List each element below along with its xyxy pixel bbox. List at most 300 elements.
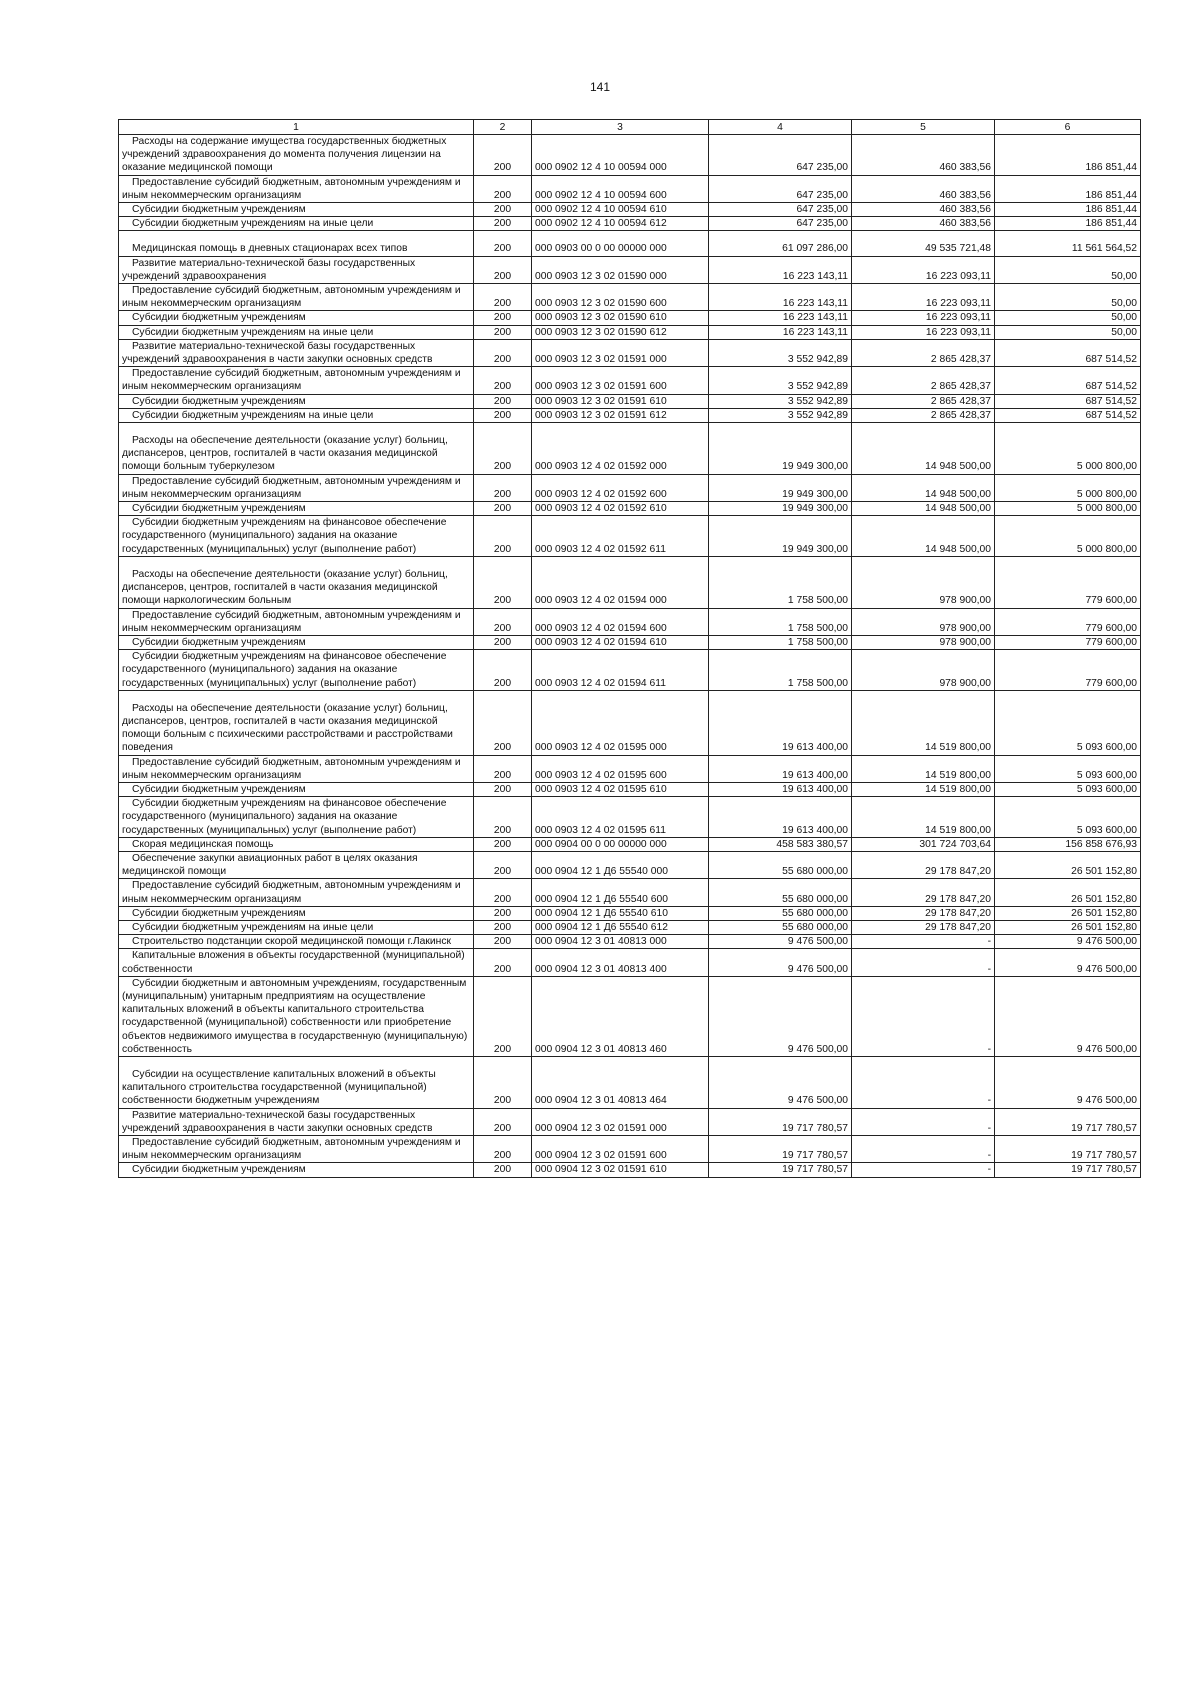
row-name-cell	[119, 650, 474, 691]
row-amount-col6-cell: 687 514,52	[995, 394, 1141, 408]
row-amount-col4-cell: 19 949 300,00	[709, 474, 852, 501]
row-name-text: Предоставление субсидий бюджетным, автономным учреждениям и иным некоммерческим организациям	[122, 880, 461, 905]
row-amount-col5-cell: -	[852, 1136, 995, 1163]
row-budget-code-cell: 000 0902 12 4 10 00594 600	[532, 175, 709, 202]
row-amount-col6-cell: 9 476 500,00	[995, 976, 1141, 1056]
row-name-cell	[119, 690, 474, 755]
row-amount-col4-cell: 55 680 000,00	[709, 851, 852, 878]
row-budget-code-cell: 000 0903 12 3 02 01591 600	[532, 367, 709, 394]
row-name-text: Предоставление субсидий бюджетным, автономным учреждениям и иным некоммерческим организациям	[122, 1137, 461, 1162]
row-name-cell	[119, 851, 474, 878]
row-amount-col4-cell: 1 758 500,00	[709, 556, 852, 608]
row-budget-code-cell: 000 0902 12 4 10 00594 000	[532, 135, 709, 176]
row-amount-col5-cell: 14 948 500,00	[852, 474, 995, 501]
row-amount-col4-cell: 3 552 942,89	[709, 394, 852, 408]
row-budget-code-cell: 000 0903 12 3 02 01590 600	[532, 284, 709, 311]
row-budget-code-cell: 000 0904 12 1 Д6 55540 612	[532, 920, 709, 934]
row-amount-col5-cell: 14 948 500,00	[852, 516, 995, 557]
row-name-cell	[119, 217, 474, 231]
row-name-text: Субсидии бюджетным учреждениям на иные цели	[132, 218, 374, 230]
row-admin-code-cell: 200	[474, 423, 532, 475]
row-budget-code-cell: 000 0904 12 3 02 01591 000	[532, 1108, 709, 1135]
row-amount-col4-cell: 9 476 500,00	[709, 949, 852, 976]
row-budget-code-cell: 000 0904 12 1 Д6 55540 000	[532, 851, 709, 878]
row-name-cell	[119, 203, 474, 217]
row-amount-col4-cell: 647 235,00	[709, 135, 852, 176]
row-name-text: Скорая медицинская помощь	[132, 838, 274, 850]
row-admin-code-cell: 200	[474, 284, 532, 311]
table-row	[119, 906, 1141, 920]
table-row	[119, 367, 1141, 394]
row-name-text: Развитие материально-технической базы государственных учреждений здравоохранения	[122, 257, 416, 282]
row-name-cell	[119, 474, 474, 501]
table-row	[119, 135, 1141, 176]
column-header-6: 6	[995, 120, 1141, 135]
table-row	[119, 311, 1141, 325]
row-amount-col6-cell: 5 000 800,00	[995, 516, 1141, 557]
row-amount-col4-cell: 19 613 400,00	[709, 782, 852, 796]
table-row	[119, 650, 1141, 691]
row-amount-col4-cell: 19 949 300,00	[709, 516, 852, 557]
row-amount-col5-cell: 460 383,56	[852, 217, 995, 231]
row-admin-code-cell: 200	[474, 408, 532, 422]
row-admin-code-cell: 200	[474, 851, 532, 878]
row-amount-col6-cell: 9 476 500,00	[995, 1057, 1141, 1109]
row-budget-code-cell: 000 0904 12 3 02 01591 600	[532, 1136, 709, 1163]
table-row	[119, 879, 1141, 906]
row-amount-col6-cell: 26 501 152,80	[995, 906, 1141, 920]
row-amount-col4-cell: 3 552 942,89	[709, 408, 852, 422]
row-name-cell	[119, 516, 474, 557]
table-row	[119, 690, 1141, 755]
table-row	[119, 474, 1141, 501]
row-name-cell	[119, 906, 474, 920]
row-name-text: Субсидии бюджетным учреждениям	[132, 783, 306, 795]
row-budget-code-cell: 000 0903 12 4 02 01595 000	[532, 690, 709, 755]
column-header-1: 1	[119, 120, 474, 135]
row-name-cell	[119, 423, 474, 475]
row-name-text: Субсидии бюджетным учреждениям на финансовое обеспечение государственного (муниципального) задания на оказание государственных (муниципальных) услуг (выполнение работ)	[122, 651, 447, 689]
row-amount-col5-cell: 14 948 500,00	[852, 502, 995, 516]
page-number: 141	[589, 80, 611, 94]
row-name-cell	[119, 256, 474, 283]
table-row	[119, 976, 1141, 1056]
row-name-cell	[119, 935, 474, 949]
row-name-cell	[119, 556, 474, 608]
row-admin-code-cell: 200	[474, 1057, 532, 1109]
row-amount-col6-cell: 186 851,44	[995, 217, 1141, 231]
row-amount-col6-cell: 186 851,44	[995, 203, 1141, 217]
row-budget-code-cell: 000 0902 12 4 10 00594 612	[532, 217, 709, 231]
table-row	[119, 502, 1141, 516]
row-amount-col4-cell: 647 235,00	[709, 175, 852, 202]
table-row	[119, 423, 1141, 475]
row-amount-col6-cell: 5 000 800,00	[995, 502, 1141, 516]
row-admin-code-cell: 200	[474, 325, 532, 339]
row-amount-col5-cell: -	[852, 949, 995, 976]
row-budget-code-cell: 000 0903 00 0 00 00000 000	[532, 231, 709, 256]
row-budget-code-cell: 000 0904 12 3 01 40813 400	[532, 949, 709, 976]
row-name-cell	[119, 311, 474, 325]
row-budget-code-cell: 000 0903 12 4 02 01594 611	[532, 650, 709, 691]
table-row	[119, 516, 1141, 557]
row-amount-col5-cell: -	[852, 1108, 995, 1135]
row-amount-col6-cell: 156 858 676,93	[995, 837, 1141, 851]
row-amount-col5-cell: 16 223 093,11	[852, 256, 995, 283]
row-name-text: Развитие материально-технической базы государственных учреждений здравоохранения в части закупки основных средств	[122, 1109, 433, 1134]
row-name-text: Расходы на обеспечение деятельности (оказание услуг) больниц, диспансеров, центров, госпиталей в части оказания медицинской помощи больным с психическими расстройствами и расстройствами поведения	[122, 702, 453, 754]
row-amount-col6-cell: 50,00	[995, 256, 1141, 283]
row-name-cell	[119, 408, 474, 422]
row-name-cell	[119, 231, 474, 256]
row-amount-col5-cell: -	[852, 1163, 995, 1177]
row-amount-col5-cell: 978 900,00	[852, 635, 995, 649]
row-amount-col6-cell: 779 600,00	[995, 650, 1141, 691]
table-row	[119, 1136, 1141, 1163]
row-amount-col4-cell: 9 476 500,00	[709, 976, 852, 1056]
row-name-cell	[119, 284, 474, 311]
row-admin-code-cell: 200	[474, 339, 532, 366]
row-budget-code-cell: 000 0903 12 3 02 01591 610	[532, 394, 709, 408]
row-amount-col5-cell: 29 178 847,20	[852, 920, 995, 934]
row-admin-code-cell: 200	[474, 782, 532, 796]
row-amount-col5-cell: 49 535 721,48	[852, 231, 995, 256]
row-amount-col5-cell: 978 900,00	[852, 650, 995, 691]
row-amount-col6-cell: 50,00	[995, 311, 1141, 325]
table-row	[119, 231, 1141, 256]
row-amount-col5-cell: 978 900,00	[852, 556, 995, 608]
row-amount-col5-cell: 29 178 847,20	[852, 879, 995, 906]
row-amount-col5-cell: 29 178 847,20	[852, 851, 995, 878]
row-name-text: Субсидии бюджетным учреждениям	[132, 503, 306, 515]
row-admin-code-cell: 200	[474, 516, 532, 557]
table-row	[119, 556, 1141, 608]
row-amount-col4-cell: 647 235,00	[709, 203, 852, 217]
row-admin-code-cell: 200	[474, 650, 532, 691]
table-row	[119, 284, 1141, 311]
row-amount-col6-cell: 186 851,44	[995, 175, 1141, 202]
row-amount-col6-cell: 779 600,00	[995, 635, 1141, 649]
row-name-cell	[119, 1108, 474, 1135]
budget-table	[118, 119, 1141, 1178]
row-admin-code-cell: 200	[474, 1108, 532, 1135]
row-name-text: Расходы на содержание имущества государственных бюджетных учреждений здравоохранения до момента получения лицензии на оказание медицинской помощи	[122, 136, 447, 174]
row-name-cell	[119, 1163, 474, 1177]
row-amount-col4-cell: 19 613 400,00	[709, 755, 852, 782]
row-name-text: Предоставление субсидий бюджетным, автономным учреждениям и иным некоммерческим организациям	[122, 475, 461, 500]
row-budget-code-cell: 000 0903 12 3 02 01590 000	[532, 256, 709, 283]
row-admin-code-cell: 200	[474, 755, 532, 782]
row-budget-code-cell: 000 0903 12 4 02 01592 600	[532, 474, 709, 501]
row-amount-col6-cell: 26 501 152,80	[995, 920, 1141, 934]
row-name-cell	[119, 879, 474, 906]
row-amount-col6-cell: 779 600,00	[995, 608, 1141, 635]
row-name-text: Субсидии бюджетным учреждениям	[132, 907, 306, 919]
row-budget-code-cell: 000 0903 12 4 02 01595 611	[532, 797, 709, 838]
row-budget-code-cell: 000 0903 12 4 02 01594 000	[532, 556, 709, 608]
row-name-text: Предоставление субсидий бюджетным, автономным учреждениям и иным некоммерческим организациям	[122, 368, 461, 393]
row-admin-code-cell: 200	[474, 635, 532, 649]
row-amount-col6-cell: 50,00	[995, 284, 1141, 311]
row-amount-col5-cell: 14 519 800,00	[852, 755, 995, 782]
row-name-cell	[119, 755, 474, 782]
row-amount-col4-cell: 19 613 400,00	[709, 797, 852, 838]
row-amount-col5-cell: -	[852, 976, 995, 1056]
row-amount-col5-cell: 16 223 093,11	[852, 284, 995, 311]
row-budget-code-cell: 000 0904 12 3 01 40813 000	[532, 935, 709, 949]
column-header-4: 4	[709, 120, 852, 135]
row-amount-col5-cell: 16 223 093,11	[852, 325, 995, 339]
row-budget-code-cell: 000 0902 12 4 10 00594 610	[532, 203, 709, 217]
row-amount-col6-cell: 687 514,52	[995, 408, 1141, 422]
table-row	[119, 1163, 1141, 1177]
row-admin-code-cell: 200	[474, 949, 532, 976]
row-amount-col5-cell: 2 865 428,37	[852, 408, 995, 422]
row-amount-col5-cell: 29 178 847,20	[852, 906, 995, 920]
row-budget-code-cell: 000 0904 12 1 Д6 55540 610	[532, 906, 709, 920]
row-name-cell	[119, 782, 474, 796]
row-name-text: Субсидии бюджетным учреждениям	[132, 204, 306, 216]
row-name-text: Строительство подстанции скорой медицинской помощи г.Лакинск	[132, 936, 452, 948]
row-name-cell	[119, 175, 474, 202]
row-budget-code-cell: 000 0904 12 3 01 40813 460	[532, 976, 709, 1056]
row-name-cell	[119, 976, 474, 1056]
row-name-text: Субсидии бюджетным и автономным учреждениям, государственным (муниципальным) унитарным предприятиям на осуществление капитальных вложений в объекты капитального строительства государственной (муниципальной) собственности или приобретение объектов недвижимого имущества в государственную (муниципальную) собственность	[122, 977, 468, 1055]
row-admin-code-cell: 200	[474, 231, 532, 256]
row-budget-code-cell: 000 0903 12 4 02 01594 610	[532, 635, 709, 649]
row-name-cell	[119, 949, 474, 976]
row-amount-col6-cell: 5 000 800,00	[995, 474, 1141, 501]
row-amount-col6-cell: 186 851,44	[995, 135, 1141, 176]
row-budget-code-cell: 000 0904 12 1 Д6 55540 600	[532, 879, 709, 906]
row-admin-code-cell: 200	[474, 175, 532, 202]
row-amount-col5-cell: -	[852, 1057, 995, 1109]
row-name-text: Субсидии бюджетным учреждениям	[132, 395, 306, 407]
row-amount-col6-cell: 9 476 500,00	[995, 935, 1141, 949]
row-name-cell	[119, 502, 474, 516]
row-admin-code-cell: 200	[474, 608, 532, 635]
row-admin-code-cell: 200	[474, 203, 532, 217]
row-admin-code-cell: 200	[474, 797, 532, 838]
table-row	[119, 608, 1141, 635]
row-name-text: Субсидии бюджетным учреждениям	[132, 636, 306, 648]
row-budget-code-cell: 000 0903 12 3 02 01590 610	[532, 311, 709, 325]
table-row	[119, 755, 1141, 782]
row-amount-col4-cell: 55 680 000,00	[709, 879, 852, 906]
row-amount-col5-cell: 2 865 428,37	[852, 367, 995, 394]
table-row	[119, 175, 1141, 202]
row-admin-code-cell: 200	[474, 474, 532, 501]
row-budget-code-cell: 000 0904 12 3 02 01591 610	[532, 1163, 709, 1177]
row-amount-col6-cell: 687 514,52	[995, 367, 1141, 394]
table-row	[119, 325, 1141, 339]
table-body	[119, 135, 1141, 1178]
row-admin-code-cell: 200	[474, 690, 532, 755]
row-amount-col5-cell: 460 383,56	[852, 175, 995, 202]
row-budget-code-cell: 000 0904 00 0 00 00000 000	[532, 837, 709, 851]
row-name-text: Субсидии бюджетным учреждениям	[132, 1164, 306, 1176]
row-amount-col4-cell: 1 758 500,00	[709, 635, 852, 649]
row-amount-col6-cell: 9 476 500,00	[995, 949, 1141, 976]
row-admin-code-cell: 200	[474, 935, 532, 949]
row-admin-code-cell: 200	[474, 879, 532, 906]
row-amount-col5-cell: 14 948 500,00	[852, 423, 995, 475]
row-admin-code-cell: 200	[474, 556, 532, 608]
row-name-cell	[119, 135, 474, 176]
row-budget-code-cell: 000 0903 12 4 02 01592 000	[532, 423, 709, 475]
row-amount-col6-cell: 5 093 600,00	[995, 782, 1141, 796]
row-admin-code-cell: 200	[474, 217, 532, 231]
row-amount-col4-cell: 16 223 143,11	[709, 311, 852, 325]
row-amount-col4-cell: 16 223 143,11	[709, 284, 852, 311]
row-name-text: Расходы на обеспечение деятельности (оказание услуг) больниц, диспансеров, центров, госпиталей в части оказания медицинской помощи наркологическим больным	[122, 568, 448, 607]
table-row	[119, 920, 1141, 934]
row-amount-col6-cell: 5 093 600,00	[995, 690, 1141, 755]
row-budget-code-cell: 000 0903 12 4 02 01594 600	[532, 608, 709, 635]
row-amount-col6-cell: 5 093 600,00	[995, 797, 1141, 838]
row-amount-col5-cell: -	[852, 935, 995, 949]
row-admin-code-cell: 200	[474, 906, 532, 920]
row-amount-col5-cell: 14 519 800,00	[852, 797, 995, 838]
row-amount-col4-cell: 19 717 780,57	[709, 1163, 852, 1177]
row-amount-col6-cell: 687 514,52	[995, 339, 1141, 366]
row-admin-code-cell: 200	[474, 920, 532, 934]
row-name-cell	[119, 1136, 474, 1163]
row-name-cell	[119, 1057, 474, 1109]
column-header-3: 3	[532, 120, 709, 135]
row-amount-col4-cell: 61 097 286,00	[709, 231, 852, 256]
row-amount-col4-cell: 1 758 500,00	[709, 608, 852, 635]
row-name-text: Предоставление субсидий бюджетным, автономным учреждениям и иным некоммерческим организациям	[122, 176, 461, 201]
row-budget-code-cell: 000 0903 12 4 02 01595 610	[532, 782, 709, 796]
row-name-text: Развитие материально-технической базы государственных учреждений здравоохранения в части закупки основных средств	[122, 340, 433, 366]
row-amount-col4-cell: 458 583 380,57	[709, 837, 852, 851]
column-header-5: 5	[852, 120, 995, 135]
table-row	[119, 217, 1141, 231]
row-amount-col4-cell: 55 680 000,00	[709, 920, 852, 934]
row-amount-col6-cell: 5 000 800,00	[995, 423, 1141, 475]
row-name-text: Предоставление субсидий бюджетным, автономным учреждениям и иным некоммерческим организациям	[122, 756, 461, 781]
row-name-text: Субсидии на осуществление капитальных вложений в объекты капитального строительства государственной (муниципальной) собственности бюджетным учреждениям	[122, 1069, 436, 1107]
row-amount-col4-cell: 19 717 780,57	[709, 1136, 852, 1163]
row-name-text: Субсидии бюджетным учреждениям на финансовое обеспечение государственного (муниципального) задания на оказание государственных (муниципальных) услуг (выполнение работ)	[122, 517, 447, 555]
row-amount-col4-cell: 9 476 500,00	[709, 1057, 852, 1109]
row-amount-col5-cell: 16 223 093,11	[852, 311, 995, 325]
table-row	[119, 1057, 1141, 1109]
row-amount-col4-cell: 19 949 300,00	[709, 423, 852, 475]
table-row	[119, 203, 1141, 217]
row-admin-code-cell: 200	[474, 502, 532, 516]
row-amount-col6-cell: 779 600,00	[995, 556, 1141, 608]
row-admin-code-cell: 200	[474, 256, 532, 283]
row-amount-col4-cell: 19 613 400,00	[709, 690, 852, 755]
row-amount-col4-cell: 19 949 300,00	[709, 502, 852, 516]
row-amount-col4-cell: 3 552 942,89	[709, 339, 852, 366]
row-amount-col6-cell: 19 717 780,57	[995, 1108, 1141, 1135]
row-name-cell	[119, 325, 474, 339]
row-name-cell	[119, 920, 474, 934]
row-name-cell	[119, 608, 474, 635]
table-row	[119, 635, 1141, 649]
row-name-text: Расходы на обеспечение деятельности (оказание услуг) больниц, диспансеров, центров, госпиталей в части оказания медицинской помощи больным туберкулезом	[122, 435, 448, 473]
row-amount-col4-cell: 55 680 000,00	[709, 906, 852, 920]
row-amount-col5-cell: 460 383,56	[852, 203, 995, 217]
row-amount-col4-cell: 647 235,00	[709, 217, 852, 231]
row-amount-col5-cell: 460 383,56	[852, 135, 995, 176]
row-name-text: Медицинская помощь в дневных стационарах всех типов	[132, 243, 408, 255]
row-name-text: Обеспечение закупки авиационных работ в целях оказания медицинской помощи	[122, 852, 418, 878]
table-row	[119, 339, 1141, 366]
row-name-text: Субсидии бюджетным учреждениям на иные цели	[132, 409, 374, 421]
table-row	[119, 935, 1141, 949]
row-amount-col6-cell: 11 561 564,52	[995, 231, 1141, 256]
row-name-text: Предоставление субсидий бюджетным, автономным учреждениям и иным некоммерческим организациям	[122, 609, 461, 634]
row-amount-col5-cell: 2 865 428,37	[852, 394, 995, 408]
row-admin-code-cell: 200	[474, 1136, 532, 1163]
row-amount-col4-cell: 16 223 143,11	[709, 325, 852, 339]
row-amount-col4-cell: 16 223 143,11	[709, 256, 852, 283]
row-amount-col6-cell: 5 093 600,00	[995, 755, 1141, 782]
row-admin-code-cell: 200	[474, 311, 532, 325]
row-name-cell	[119, 797, 474, 838]
column-header-2: 2	[474, 120, 532, 135]
row-name-text: Субсидии бюджетным учреждениям на иные цели	[132, 326, 374, 338]
row-admin-code-cell: 200	[474, 367, 532, 394]
row-amount-col5-cell: 14 519 800,00	[852, 690, 995, 755]
row-amount-col4-cell: 3 552 942,89	[709, 367, 852, 394]
row-admin-code-cell: 200	[474, 394, 532, 408]
row-amount-col5-cell: 978 900,00	[852, 608, 995, 635]
table-row	[119, 949, 1141, 976]
table-header	[119, 120, 1141, 135]
row-amount-col5-cell: 2 865 428,37	[852, 339, 995, 366]
row-name-cell	[119, 367, 474, 394]
row-amount-col6-cell: 19 717 780,57	[995, 1163, 1141, 1177]
row-amount-col6-cell: 26 501 152,80	[995, 851, 1141, 878]
row-name-text: Капитальные вложения в объекты государственной (муниципальной) собственности	[122, 950, 465, 975]
row-amount-col6-cell: 50,00	[995, 325, 1141, 339]
row-amount-col5-cell: 301 724 703,64	[852, 837, 995, 851]
row-amount-col5-cell: 14 519 800,00	[852, 782, 995, 796]
row-name-text: Субсидии бюджетным учреждениям	[132, 312, 306, 324]
row-name-text: Субсидии бюджетным учреждениям на финансовое обеспечение государственного (муниципального) задания на оказание государственных (муниципальных) услуг (выполнение работ)	[122, 798, 447, 836]
row-budget-code-cell: 000 0904 12 3 01 40813 464	[532, 1057, 709, 1109]
row-name-text: Субсидии бюджетным учреждениям на иные цели	[132, 921, 374, 933]
row-budget-code-cell: 000 0903 12 4 02 01595 600	[532, 755, 709, 782]
header-row	[119, 120, 1141, 135]
table-row	[119, 782, 1141, 796]
table-row	[119, 394, 1141, 408]
table-row	[119, 408, 1141, 422]
row-admin-code-cell: 200	[474, 837, 532, 851]
table-row	[119, 837, 1141, 851]
row-budget-code-cell: 000 0903 12 4 02 01592 611	[532, 516, 709, 557]
table-row	[119, 1108, 1141, 1135]
table-row	[119, 256, 1141, 283]
row-budget-code-cell: 000 0903 12 3 02 01591 000	[532, 339, 709, 366]
row-amount-col6-cell: 26 501 152,80	[995, 879, 1141, 906]
row-amount-col4-cell: 19 717 780,57	[709, 1108, 852, 1135]
row-budget-code-cell: 000 0903 12 4 02 01592 610	[532, 502, 709, 516]
row-name-cell	[119, 394, 474, 408]
row-budget-code-cell: 000 0903 12 3 02 01590 612	[532, 325, 709, 339]
row-amount-col4-cell: 9 476 500,00	[709, 935, 852, 949]
row-name-cell	[119, 837, 474, 851]
row-name-cell	[119, 635, 474, 649]
row-amount-col6-cell: 19 717 780,57	[995, 1136, 1141, 1163]
row-budget-code-cell: 000 0903 12 3 02 01591 612	[532, 408, 709, 422]
row-admin-code-cell: 200	[474, 1163, 532, 1177]
